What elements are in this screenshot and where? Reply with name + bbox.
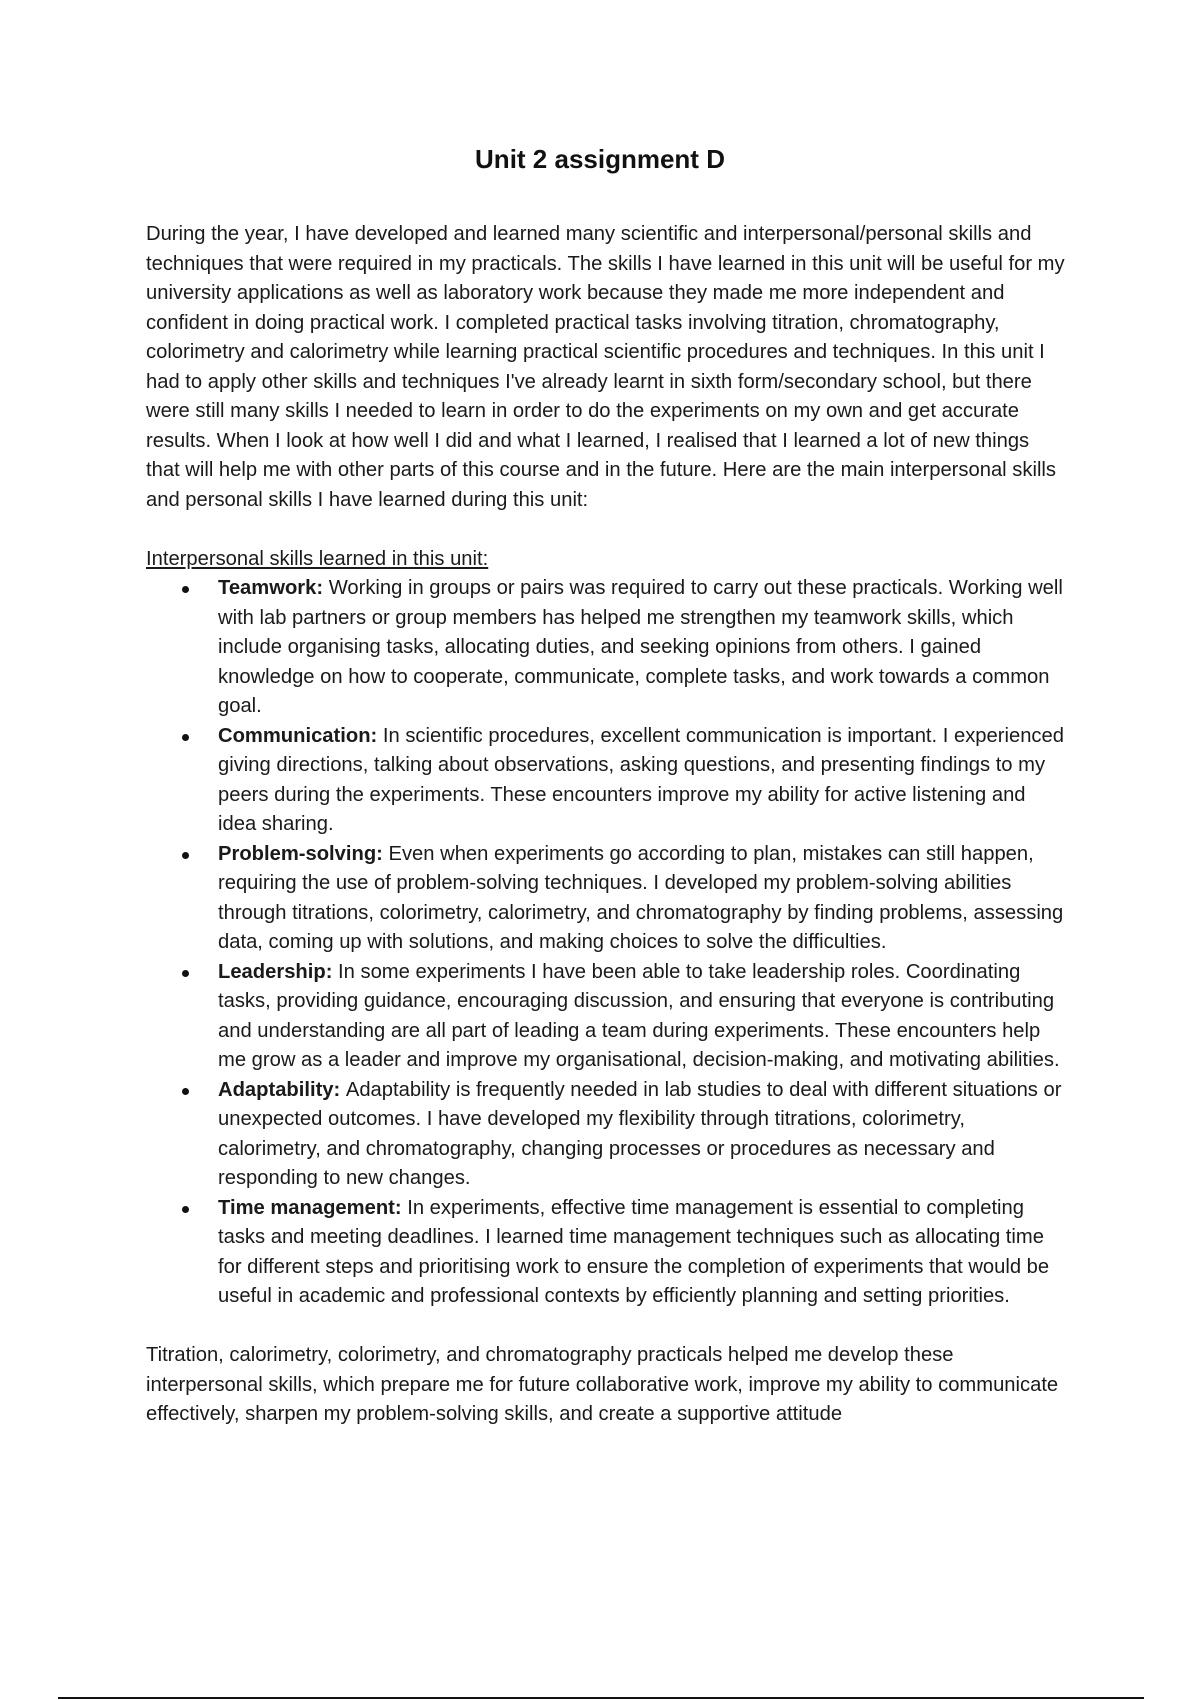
bullet-icon bbox=[182, 1206, 189, 1213]
skill-text: In some experiments I have been able to take leadership roles. Coordinating tasks, providing guidance, encouraging discussion, and ensuring that everyone is contributing and understanding are all part of leading a team during experiments. These encounters help me grow as a leader and improve my organisational, decision-making, and motivating abilities. bbox=[218, 960, 1060, 1071]
intro-paragraph: During the year, I have developed and learned many scientific and interpersonal/personal skills and techniques that were required in my practicals. The skills I have learned in this unit will be useful for my university applications as well as laboratory work because they made me more independent and confident in doing practical work. I completed practical tasks involving titration, chromatography, colorimetry and calorimetry while learning practical scientific procedures and techniques. In this unit I had to apply other skills and techniques I've already learnt in sixth form/secondary school, but there were still many skills I needed to learn in order to do the experiments on my own and get accurate results. When I look at how well I did and what I learned, I realised that I learned a lot of new things that will help me with other parts of this course and in the future. Here are the main interpersonal skills and personal skills I have learned during this unit: bbox=[146, 223, 1065, 511]
list-item-communication bbox=[146, 722, 1066, 840]
bullet-icon bbox=[182, 970, 189, 977]
skill-text: Even when experiments go according to plan, mistakes can still happen, requiring the use of problem-solving techniques. I developed my problem-solving abilities through titrations, colorimetry, calorimetry, and chromatography by finding problems, assessing data, coming up with solutions, and making choices to solve the difficulties. bbox=[218, 842, 1064, 953]
list-item-adaptability bbox=[146, 1076, 1066, 1194]
bullet-icon bbox=[182, 852, 189, 859]
closing-paragraph: Titration, calorimetry, colorimetry, and chromatography practicals helped me develop these interpersonal skills, which prepare me for future collaborative work, improve my ability to communicate effectively, sharpen my problem-solving skills, and create a supportive attitude bbox=[146, 1344, 1059, 1425]
skill-name: Teamwork: bbox=[218, 577, 329, 599]
skill-name: Time management: bbox=[218, 1196, 408, 1219]
skill-name: Adaptability: bbox=[218, 1078, 346, 1101]
skill-text: Adaptability is frequently needed in lab studies to deal with different situations or unexpected outcomes. I have developed my flexibility through titrations, colorimetry, calorimetry, and chromatography, changing processes or procedures as necessary and responding to new changes. bbox=[218, 1078, 1062, 1189]
section-heading: Interpersonal skills learned in this unit: bbox=[146, 547, 489, 570]
skill-text: In scientific procedures, excellent communication is important. I experienced giving directions, talking about observations, asking questions, and presenting findings to my peers during the experiments. These encounters improve my ability for active listening and idea sharing. bbox=[218, 724, 1064, 835]
footer-divider bbox=[58, 1697, 1144, 1699]
skills-list bbox=[146, 574, 1066, 1312]
list-item-problem-solving bbox=[146, 840, 1066, 958]
bullet-icon bbox=[182, 734, 189, 741]
bullet-icon bbox=[182, 586, 189, 593]
skill-text: Working in groups or pairs was required to carry out these practicals. Working well with lab partners or group members has helped me strengthen my teamwork skills, which include organising tasks, allocating duties, and seeking opinions from others. I gained knowledge on how to cooperate, communicate, complete tasks, and work towards a common goal. bbox=[218, 577, 1063, 717]
bullet-icon bbox=[182, 1088, 189, 1095]
skill-name: Communication: bbox=[218, 724, 383, 747]
list-item-time-management bbox=[146, 1194, 1066, 1312]
list-item-leadership bbox=[146, 958, 1066, 1076]
skill-text: In experiments, effective time management is essential to completing tasks and meeting deadlines. I learned time management techniques such as allocating time for different steps and prioritising work to ensure the completion of experiments that would be useful in academic and professional contexts by efficiently planning and setting priorities. bbox=[218, 1196, 1050, 1307]
list-item-teamwork bbox=[146, 574, 1066, 722]
document-body bbox=[146, 220, 1066, 1430]
skill-name: Leadership: bbox=[218, 960, 339, 983]
skill-name: Problem-solving: bbox=[218, 842, 389, 865]
page-title: Unit 2 assignment D bbox=[475, 144, 725, 174]
